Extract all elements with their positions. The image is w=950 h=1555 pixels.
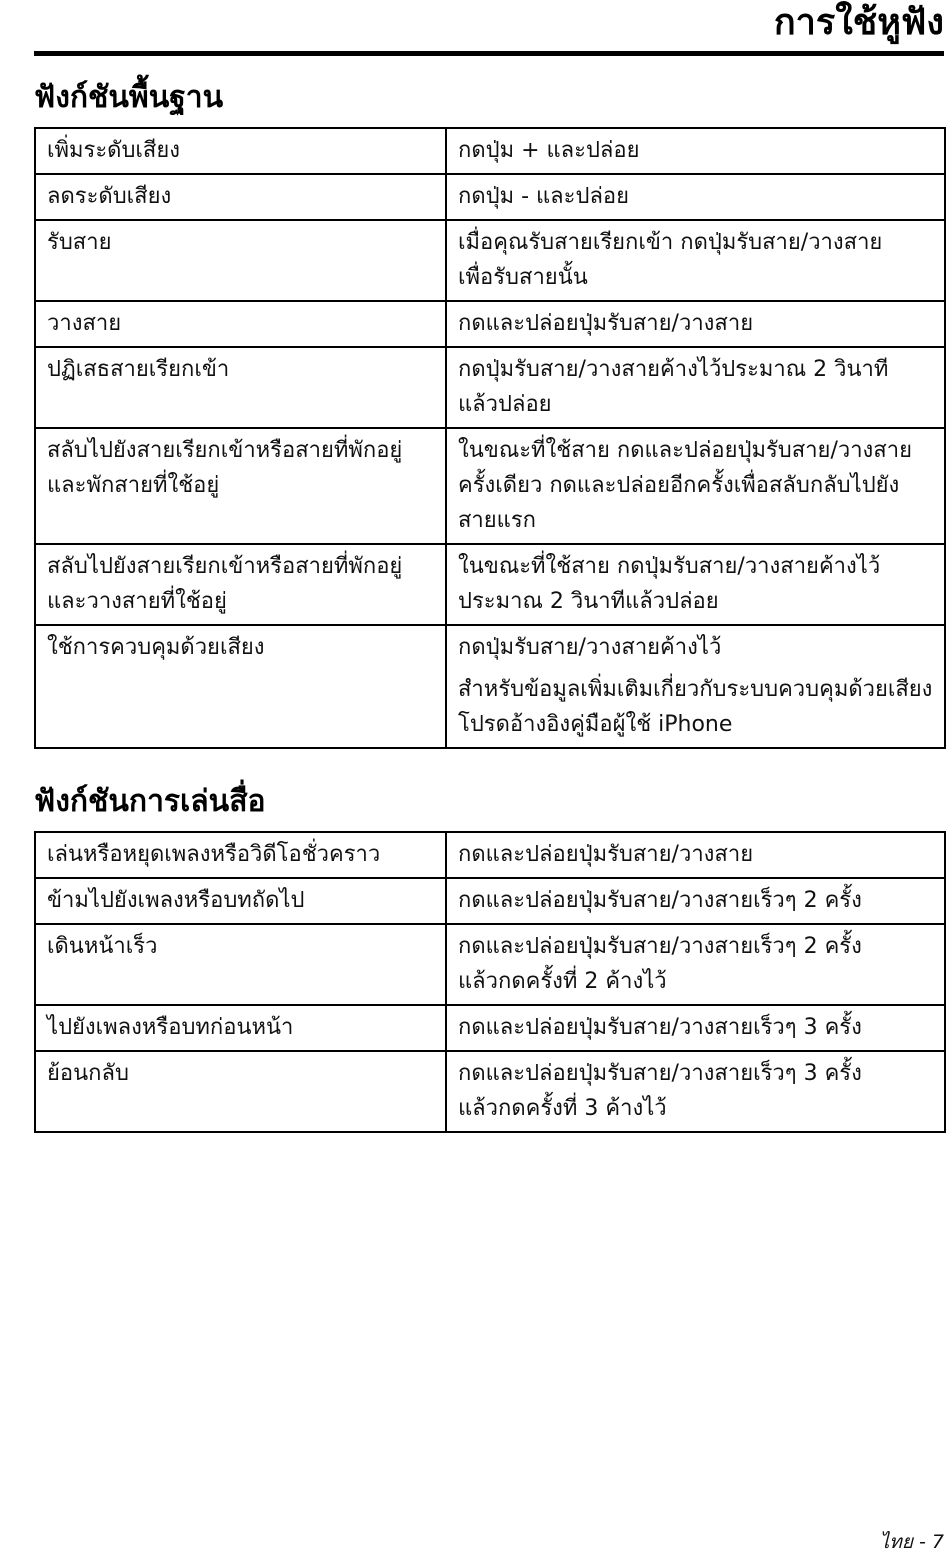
action-cell	[446, 301, 945, 347]
table-row	[35, 220, 945, 301]
function-line: สลับไปยังสายเรียกเข้าหรือสายที่พักอยู่	[47, 554, 403, 579]
action-paragraph	[458, 630, 934, 665]
table-row	[35, 832, 945, 878]
action-line: กดและปล่อยปุ่มรับสาย/วางสายเร็วๆ 3 ครั้ง	[458, 1015, 862, 1040]
table-row	[35, 544, 945, 625]
action-line: กดปุ่มรับสาย/วางสายค้างไว้	[458, 635, 722, 660]
action-paragraph	[458, 433, 934, 538]
function-line: รับสาย	[47, 230, 112, 255]
function-line: ไปยังเพลงหรือบทก่อนหน้า	[47, 1015, 294, 1040]
action-line: แล้วกดครั้งที่ 2 ค้างไว้	[458, 969, 667, 994]
action-cell	[446, 220, 945, 301]
function-cell	[35, 1051, 446, 1132]
function-line: ปฏิเสธสายเรียกเข้า	[47, 357, 230, 382]
function-cell	[35, 878, 446, 924]
action-line: กดปุ่มรับสาย/วางสายค้างไว้ประมาณ 2 วินาที	[458, 357, 889, 382]
action-cell	[446, 625, 945, 748]
action-cell	[446, 878, 945, 924]
function-line: เล่นหรือหยุดเพลงหรือวิดีโอชั่วคราว	[47, 842, 381, 867]
function-cell	[35, 174, 446, 220]
action-line: แล้วปล่อย	[458, 392, 552, 417]
function-cell	[35, 220, 446, 301]
function-cell	[35, 301, 446, 347]
action-line: โปรดอ้างอิงคู่มือผู้ใช้ iPhone	[458, 712, 733, 737]
action-paragraph	[458, 672, 934, 742]
function-line: เพิ่มระดับเสียง	[47, 138, 180, 163]
action-cell	[446, 347, 945, 428]
function-line: ใช้การควบคุมด้วยเสียง	[47, 635, 265, 660]
action-paragraph	[458, 352, 934, 422]
table-row	[35, 1051, 945, 1132]
action-line: สายแรก	[458, 508, 536, 533]
section-media-functions	[34, 782, 944, 1133]
action-paragraph	[458, 549, 934, 619]
action-paragraph	[458, 1010, 934, 1045]
action-paragraph	[458, 179, 934, 214]
action-line: สำหรับข้อมูลเพิ่มเติมเกี่ยวกับระบบควบคุมด้วยเสียง	[458, 677, 933, 702]
action-cell	[446, 128, 945, 174]
table-row	[35, 625, 945, 748]
action-line: กดและปล่อยปุ่มรับสาย/วางสายเร็วๆ 2 ครั้ง	[458, 888, 862, 913]
action-cell	[446, 544, 945, 625]
action-line: แล้วกดครั้งที่ 3 ค้างไว้	[458, 1096, 667, 1121]
media-functions-table	[34, 831, 946, 1133]
action-cell	[446, 1051, 945, 1132]
section-heading: ฟังก์ชันการเล่นสื่อ	[34, 784, 266, 819]
action-line: ครั้งเดียว กดและปล่อยอีกครั้งเพื่อสลับกลับไปยัง	[458, 473, 900, 498]
function-line: และพักสายที่ใช้อยู่	[47, 473, 220, 498]
action-cell	[446, 174, 945, 220]
action-line: กดและปล่อยปุ่มรับสาย/วางสาย	[458, 842, 754, 867]
action-paragraph	[458, 883, 934, 918]
basic-functions-table	[34, 127, 946, 749]
function-cell	[35, 625, 446, 748]
table-row	[35, 347, 945, 428]
function-cell	[35, 1005, 446, 1051]
action-cell	[446, 924, 945, 1005]
page-number: ไทย - 7	[879, 1531, 944, 1553]
action-cell	[446, 832, 945, 878]
function-cell	[35, 924, 446, 1005]
function-line: ข้ามไปยังเพลงหรือบทถัดไป	[47, 888, 305, 913]
table-body	[35, 128, 945, 748]
function-cell	[35, 428, 446, 544]
action-line: ประมาณ 2 วินาทีแล้วปล่อย	[458, 589, 719, 614]
function-line: เดินหน้าเร็ว	[47, 934, 158, 959]
action-line: ในขณะที่ใช้สาย กดและปล่อยปุ่มรับสาย/วางสาย	[458, 438, 912, 463]
table-row	[35, 878, 945, 924]
action-paragraph	[458, 1056, 934, 1126]
function-line: วางสาย	[47, 311, 122, 336]
action-paragraph	[458, 929, 934, 999]
action-line: กดปุ่ม + และปล่อย	[458, 138, 640, 163]
table-row	[35, 924, 945, 1005]
manual-content	[34, 78, 944, 1133]
action-cell	[446, 1005, 945, 1051]
action-line: กดปุ่ม - และปล่อย	[458, 184, 630, 209]
table-row	[35, 1005, 945, 1051]
table-row	[35, 128, 945, 174]
function-line: และวางสายที่ใช้อยู่	[47, 589, 227, 614]
function-cell	[35, 347, 446, 428]
function-line: ลดระดับเสียง	[47, 184, 172, 209]
table-row	[35, 428, 945, 544]
action-paragraph	[458, 306, 934, 341]
action-cell	[446, 428, 945, 544]
section-heading: ฟังก์ชันพื้นฐาน	[34, 80, 224, 115]
function-cell	[35, 832, 446, 878]
section-basic-functions	[34, 78, 944, 749]
action-paragraph	[458, 837, 934, 872]
action-paragraph	[458, 225, 934, 295]
function-line: ย้อนกลับ	[47, 1061, 129, 1086]
action-line: กดและปล่อยปุ่มรับสาย/วางสายเร็วๆ 3 ครั้ง	[458, 1061, 862, 1086]
page-title: การใช้หูฟัง	[773, 2, 944, 43]
action-line: เพื่อรับสายนั้น	[458, 265, 588, 290]
action-line: ในขณะที่ใช้สาย กดปุ่มรับสาย/วางสายค้างไว้	[458, 554, 881, 579]
table-row	[35, 174, 945, 220]
table-row	[35, 301, 945, 347]
function-cell	[35, 128, 446, 174]
action-line: กดและปล่อยปุ่มรับสาย/วางสายเร็วๆ 2 ครั้ง	[458, 934, 862, 959]
table-body	[35, 832, 945, 1132]
action-paragraph	[458, 133, 934, 168]
function-cell	[35, 544, 446, 625]
title-rule	[34, 51, 944, 56]
action-line: เมื่อคุณรับสายเรียกเข้า กดปุ่มรับสาย/วางสาย	[458, 230, 883, 255]
function-line: สลับไปยังสายเรียกเข้าหรือสายที่พักอยู่	[47, 438, 403, 463]
action-line: กดและปล่อยปุ่มรับสาย/วางสาย	[458, 311, 754, 336]
